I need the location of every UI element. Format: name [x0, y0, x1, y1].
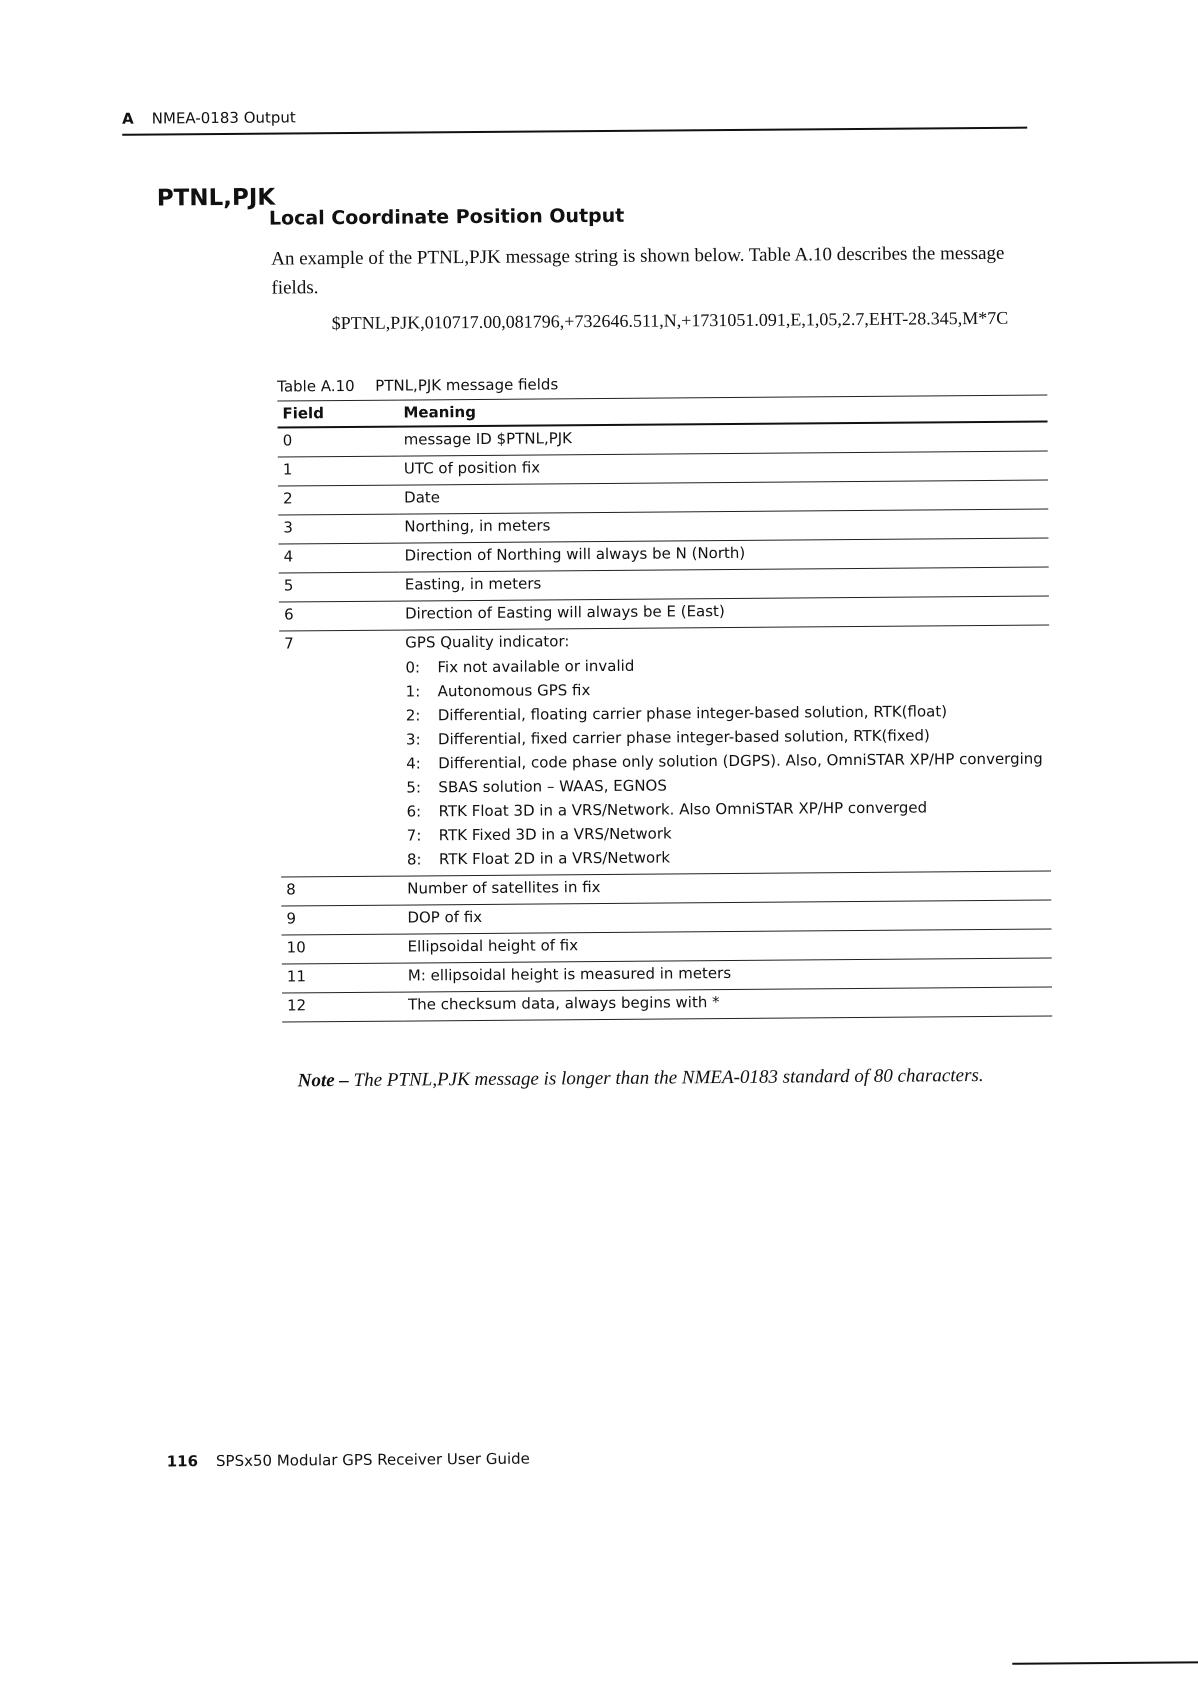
meaning-cell: message ID $PTNL,PJK — [399, 421, 1048, 456]
option-key: 5: — [406, 778, 422, 797]
field-cell: 12 — [282, 992, 403, 1022]
quality-options-list — [405, 651, 1047, 872]
field-cell: 6 — [279, 601, 400, 631]
option-key: 0: — [405, 658, 421, 677]
option-key: 3: — [405, 730, 421, 749]
list-item — [407, 843, 1047, 872]
footer-title: SPSx50 Modular GPS Receiver User Guide — [215, 1449, 530, 1471]
table-row — [282, 987, 1052, 1022]
field-cell: 7 — [279, 630, 402, 877]
note-paragraph — [298, 1065, 984, 1092]
meaning-cell: Ellipsoidal height of fix — [403, 929, 1052, 963]
field-cell: 5 — [279, 572, 400, 602]
field-cell: 10 — [282, 934, 403, 964]
field-cell: 11 — [282, 963, 403, 993]
option-key: 2: — [405, 706, 421, 725]
option-text: Differential, floating carrier phase integer-based solution, RTK(float) — [437, 702, 948, 725]
list-item — [406, 747, 1046, 776]
quality-heading: GPS Quality indicator: — [405, 632, 570, 652]
field-cell: 8 — [281, 876, 402, 906]
field-cell: 9 — [281, 905, 402, 935]
note-text: The PTNL,PJK message is longer than the NMEA-0183 standard of 80 characters. — [353, 1065, 984, 1091]
meaning-cell — [400, 625, 1051, 876]
field-cell: 2 — [278, 485, 399, 515]
running-header — [122, 108, 296, 127]
meaning-cell: Direction of Northing will always be N (North) — [399, 538, 1048, 572]
option-key: 1: — [405, 682, 421, 701]
option-text: Fix not available or invalid — [437, 656, 635, 677]
option-text: RTK Float 2D in a VRS/Network — [438, 848, 671, 869]
field-cell: 1 — [278, 456, 399, 486]
example-message: $PTNL,PJK,010717.00,081796,+732646.511,N,+1731051.091,E,1,05,2.7,EHT-28.345,M*7C — [331, 307, 1009, 334]
table-caption — [277, 375, 558, 395]
option-text: Differential, fixed carrier phase integer-based solution, RTK(fixed) — [437, 726, 930, 749]
meaning-cell: M: ellipsoidal height is measured in meters — [403, 958, 1052, 992]
header-rule — [122, 127, 1027, 136]
option-key: 7: — [406, 826, 422, 845]
page-footer — [167, 1450, 530, 1471]
meaning-cell: The checksum data, always begins with * — [403, 987, 1052, 1021]
option-text: SBAS solution – WAAS, EGNOS — [438, 776, 667, 797]
column-header-meaning: Meaning — [398, 395, 1047, 427]
option-text: RTK Float 3D in a VRS/Network. Also OmniSTAR XP/HP converged — [438, 798, 928, 821]
option-text: Differential, code phase only solution (DGPS). Also, OmniSTAR XP/HP converging — [438, 749, 1043, 773]
appendix-letter: A — [122, 109, 134, 128]
meaning-cell: Northing, in meters — [399, 509, 1048, 543]
meaning-cell: Number of satellites in fix — [402, 871, 1051, 905]
note-label: Note – — [297, 1070, 349, 1092]
meaning-cell: DOP of fix — [402, 900, 1051, 934]
option-key: 8: — [406, 850, 422, 869]
header-title: NMEA-0183 Output — [151, 108, 296, 128]
meaning-cell: Date — [399, 480, 1048, 514]
option-key: 4: — [406, 754, 421, 773]
message-fields-table — [277, 394, 1052, 1022]
bottom-edge-rule — [1012, 1661, 1198, 1665]
meaning-cell: UTC of position fix — [399, 451, 1048, 485]
column-header-field: Field — [277, 400, 398, 427]
page-number: 116 — [166, 1452, 199, 1471]
meaning-cell: Direction of Easting will always be E (East) — [400, 596, 1049, 630]
section-id: PTNL,PJK — [156, 184, 276, 212]
field-cell: 4 — [278, 543, 399, 573]
table-title: PTNL,PJK message fields — [375, 375, 559, 395]
intro-paragraph: An example of the PTNL,PJK message string is shown below. Table A.10 describes the message fields. — [271, 242, 1005, 299]
section-title: Local Coordinate Position Output — [268, 204, 625, 230]
option-key: 6: — [406, 802, 422, 821]
meaning-cell: Easting, in meters — [400, 567, 1049, 601]
field-cell: 0 — [278, 427, 399, 457]
field-cell: 3 — [278, 514, 399, 544]
option-text: Autonomous GPS fix — [437, 681, 591, 701]
table-number: Table A.10 — [277, 376, 355, 396]
table-row-quality — [279, 625, 1051, 877]
option-text: RTK Fixed 3D in a VRS/Network — [438, 824, 672, 845]
